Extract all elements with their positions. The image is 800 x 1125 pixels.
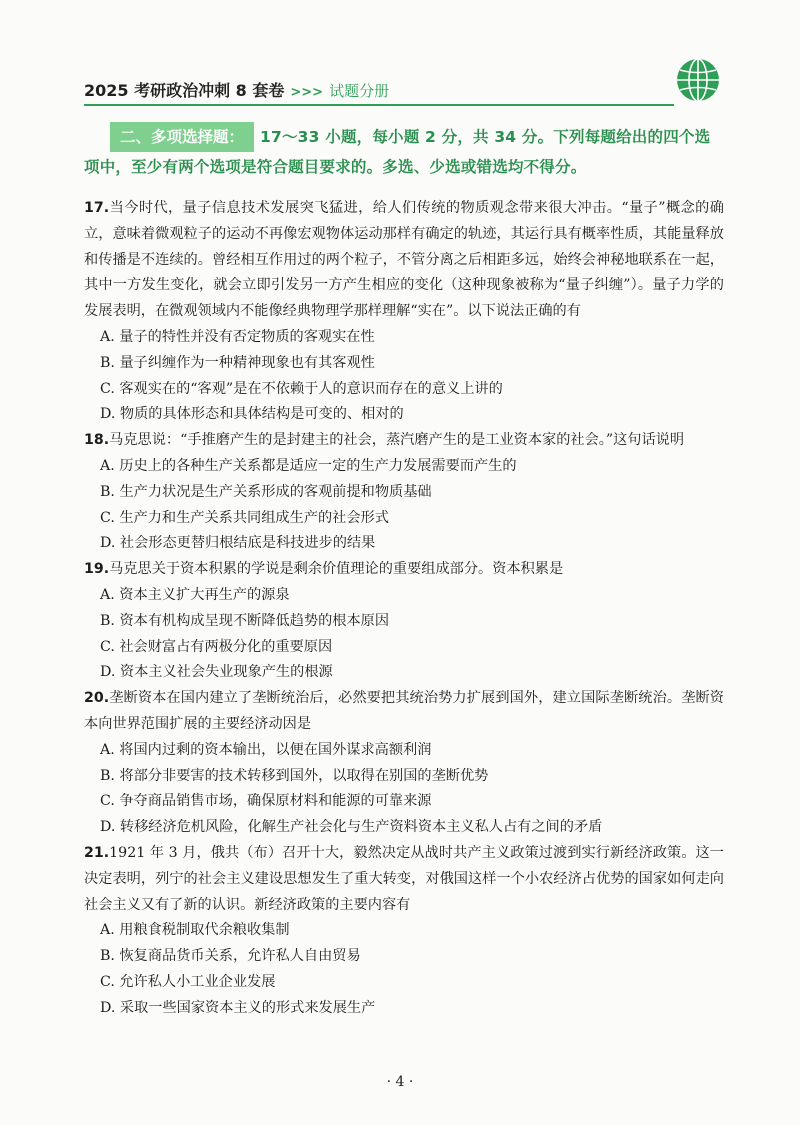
option-a: A. 历史上的各种生产关系都是适应一定的生产力发展需要而产生的 — [100, 457, 517, 474]
option-c: C. 生产力和生产关系共同组成生产的社会形式 — [100, 509, 389, 526]
option-a: A. 将国内过剩的资本输出，以便在国外谋求高额利润 — [100, 741, 432, 758]
option-b: B. 将部分非要害的技术转移到国外，以取得在别国的垄断优势 — [100, 767, 489, 784]
question-stem — [84, 841, 724, 918]
option-d: D. 转移经济危机风险，化解生产社会化与生产资料资本主义私人占有之间的矛盾 — [100, 819, 603, 836]
section-description: 17～33 小题，每小题 2 分，共 34 分。下列每题给出的四个选项中，至少有两个选项是符合题目要求的。多选、少选或错选均不得分。 — [84, 128, 711, 176]
option-d: D. 社会形态更替归根结底是科技进步的结果 — [100, 535, 376, 552]
header-title-line — [84, 78, 389, 101]
header-rule — [84, 104, 674, 106]
option-c: C. 允许私人小工业企业发展 — [100, 973, 276, 990]
option-a: A. 资本主义扩大再生产的源泉 — [100, 586, 290, 603]
question-21 — [84, 841, 724, 1022]
question-list — [84, 196, 724, 1022]
option-list — [84, 738, 724, 841]
option-list — [84, 918, 724, 1021]
option-c: C. 客观实在的“客观”是在不依赖于人的意识而存在的意义上讲的 — [100, 380, 503, 397]
page-header — [84, 70, 720, 108]
question-text: 当今时代，量子信息技术发展突飞猛进，给人们传统的物质观念带来很大冲击。“量子”概念的确立，意味着微观粒子的运动不再像宏观物体运动那样有确定的轨迹，其运行具有概率性质，其能量释放和传播是不连续的。曾经相互作用过的两个粒子，不管分离之后相距多远，始终会神秘地联系在一起，其中一方发生变化，就会立即引发另一方产生相应的变化（这种现象被称为“量子纠缠”）。量子力学的发展表明，在微观领域内不能像经典物理学那样理解“实在”。以下说法正确的有 — [84, 200, 724, 320]
section-tag: 二、多项选择题： — [110, 122, 254, 152]
option-a: A. 量子的特性并没有否定物质的客观实在性 — [100, 328, 375, 345]
option-b: B. 量子纠缠作为一种精神现象也有其客观性 — [100, 354, 375, 371]
question-number: 18. — [84, 432, 110, 449]
question-20 — [84, 686, 724, 841]
question-text: 马克思说：“手推磨产生的是封建主的社会，蒸汽磨产生的是工业资本家的社会。”这句话说明 — [109, 432, 685, 449]
header-arrows: >>> — [290, 85, 324, 100]
header-subtitle: 试题分册 — [329, 82, 390, 100]
option-list — [84, 325, 724, 428]
question-number: 19. — [84, 561, 110, 578]
option-list — [84, 454, 724, 557]
option-a: A. 用粮食税制取代余粮收集制 — [100, 922, 290, 939]
question-19 — [84, 557, 724, 686]
question-17 — [84, 196, 724, 428]
globe-icon — [674, 56, 722, 104]
option-c: C. 争夺商品销售市场，确保原材料和能源的可靠来源 — [100, 793, 432, 810]
question-text: 马克思关于资本积累的学说是剩余价值理论的重要组成部分。资本积累是 — [109, 561, 564, 578]
option-d: D. 资本主义社会失业现象产生的根源 — [100, 664, 333, 681]
question-18 — [84, 428, 724, 557]
question-stem — [84, 428, 724, 454]
option-b: B. 资本有机构成呈现不断降低趋势的根本原因 — [100, 612, 390, 629]
section-heading — [84, 122, 724, 182]
page-number: · 4 · — [386, 1074, 414, 1090]
option-d: D. 物质的具体形态和具体结构是可变的、相对的 — [100, 406, 404, 423]
question-number: 20. — [84, 690, 110, 707]
question-stem — [84, 196, 724, 325]
option-c: C. 社会财富占有两极分化的重要原因 — [100, 638, 333, 655]
question-stem — [84, 557, 724, 583]
option-b: B. 恢复商品货币关系，允许私人自由贸易 — [100, 948, 361, 965]
option-list — [84, 583, 724, 686]
header-title: 2025 考研政治冲刺 8 套卷 — [84, 81, 285, 100]
option-d: D. 采取一些国家资本主义的形式来发展生产 — [100, 999, 376, 1016]
question-text: 1921 年 3 月，俄共（布）召开十大，毅然决定从战时共产主义政策过渡到实行新经济政策。这一决定表明，列宁的社会主义建设思想发生了重大转变，对俄国这样一个小农经济占优势的国家如何走向社会主义又有了新的认识。新经济政策的主要内容有 — [84, 844, 724, 913]
option-b: B. 生产力状况是生产关系形成的客观前提和物质基础 — [100, 483, 432, 500]
question-stem — [84, 686, 724, 738]
question-number: 17. — [84, 200, 110, 216]
question-text: 垄断资本在国内建立了垄断统治后，必然要把其统治势力扩展到国外，建立国际垄断统治。垄断资本向世界范围扩展的主要经济动因是 — [84, 690, 724, 732]
question-number: 21. — [84, 844, 110, 861]
